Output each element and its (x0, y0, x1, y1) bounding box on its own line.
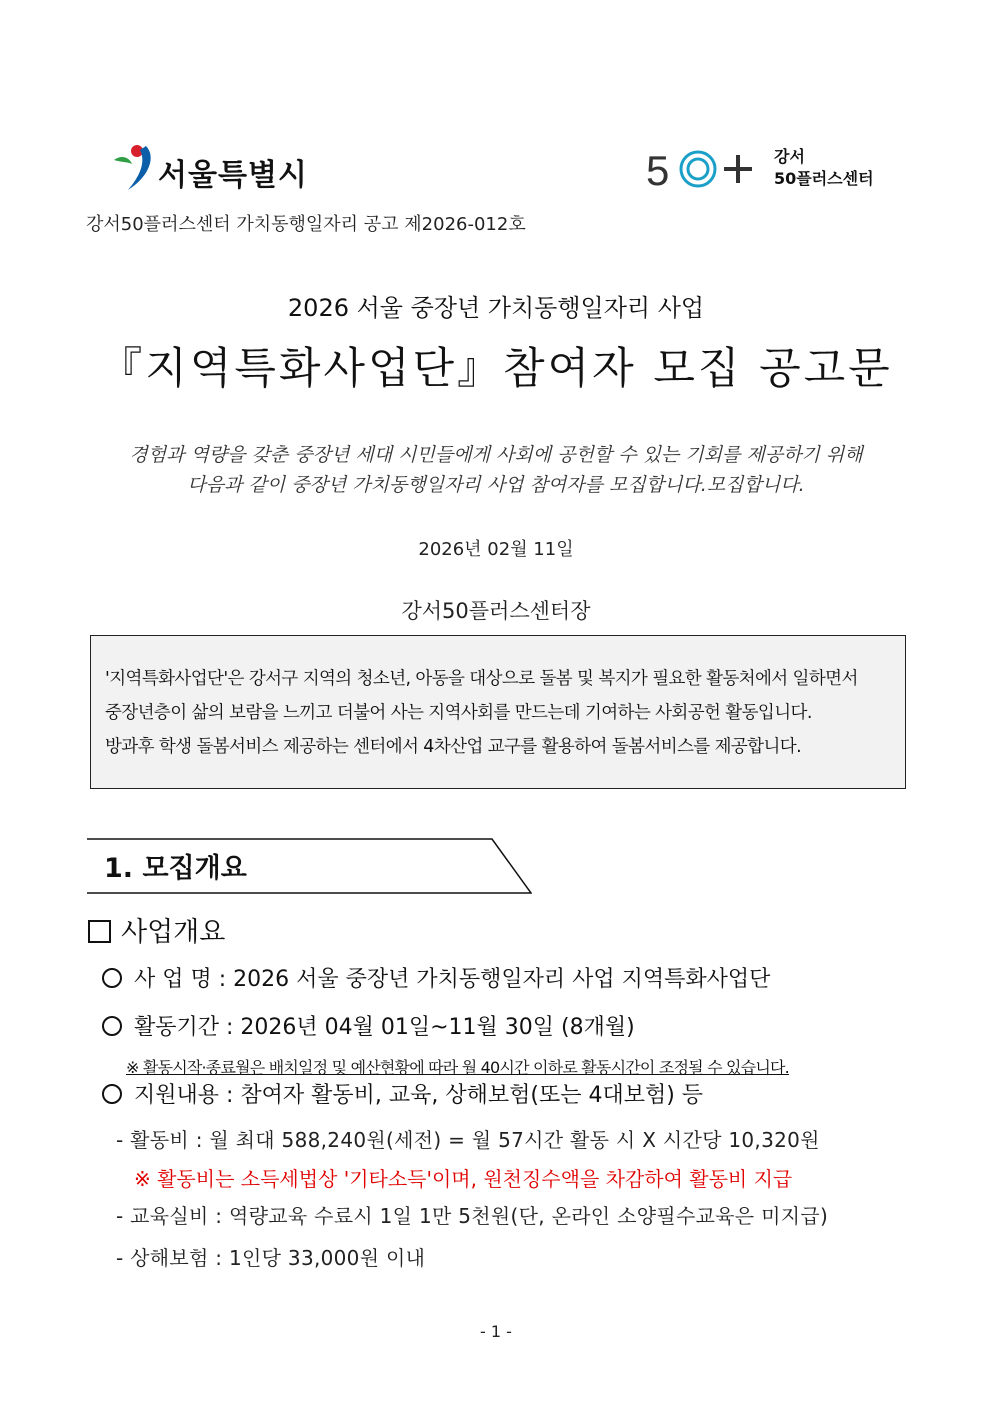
square-bullet-icon (88, 920, 111, 943)
support-contents: 지원내용 : 참여자 활동비, 교육, 상해보험(또는 4대보험) 등 (134, 1083, 704, 1108)
seoul-logo-text: 서울특별시 (158, 158, 308, 193)
center-name (774, 146, 874, 190)
intro-line-1: 경험과 역량을 갖춘 중장년 세대 시민들에게 사회에 공헌할 수 있는 기회를 제공하기 위해 (129, 444, 863, 466)
center-name-line2: 50플러스센터 (774, 169, 874, 188)
description-line-2: 중장년층이 삶의 보람을 느끼고 더불어 사는 지역사회를 만드는데 기여하는 사회공헌 활동입니다. (105, 703, 812, 723)
list-item (102, 962, 770, 993)
tax-note: ※ 활동비는 소득세법상 '기타소득'이며, 원천징수액을 차감하여 활동비 지급 (134, 1167, 793, 1191)
subsection-heading (88, 910, 225, 949)
description-line-3: 방과후 학생 돌봄서비스 제공하는 센터에서 4차산업 교구를 활용하여 돌봄서비스를 제공합니다. (105, 737, 802, 757)
document-title: 『지역특화사업단』참여자 모집 공고문 (99, 344, 893, 394)
section-title: 1. 모집개요 (104, 853, 247, 884)
document-subtitle: 2026 서울 중장년 가치동행일자리 사업 (287, 294, 705, 322)
circle-bullet-icon (102, 1016, 122, 1036)
intro-text (0, 440, 992, 500)
circle-bullet-icon (102, 968, 122, 988)
svg-text:5: 5 (646, 147, 670, 193)
intro-line-2: 다음과 같이 중장년 가치동행일자리 사업 참여자를 모집합니다.모집합니다. (187, 474, 805, 496)
subsection-label: 사업개요 (121, 917, 226, 948)
description-box (90, 635, 906, 789)
center-name-line1: 강서 (774, 147, 805, 166)
page-number: - 1 - (480, 1322, 512, 1341)
accident-insurance: - 상해보험 : 1인당 33,000원 이내 (116, 1246, 426, 1270)
activity-period: 활동기간 : 2026년 04월 01일~11월 30일 (8개월) (134, 1015, 635, 1040)
description-line-1: '지역특화사업단'은 강서구 지역의 청소년, 아동을 대상으로 돌봄 및 복지가 필요한 활동처에서 일하면서 (105, 669, 858, 689)
education-allowance: - 교육실비 : 역량교육 수료시 1일 1만 5천원(단, 온라인 소양필수교육은 미지급) (116, 1204, 829, 1228)
seoul-emblem-icon (110, 140, 160, 192)
project-name: 사 업 명 : 2026 서울 중장년 가치동행일자리 사업 지역특화사업단 (134, 967, 771, 992)
period-note: ※ 활동시작·종료월은 배치일정 및 예산현황에 따라 월 40시간 이하로 활동시간이 조정될 수 있습니다. (126, 1058, 789, 1077)
notice-number: 강서50플러스센터 가치동행일자리 공고 제2026-012호 (86, 214, 526, 235)
circle-bullet-icon (102, 1084, 122, 1104)
list-item (102, 1010, 635, 1041)
fifty-plus-logo (646, 145, 766, 193)
notice-date: 2026년 02월 11일 (418, 539, 574, 560)
fifty-plus-icon (646, 145, 766, 193)
activity-pay: - 활동비 : 월 최대 588,240원(세전) = 월 57시간 활동 시 X 시간당 10,320원 (116, 1128, 820, 1152)
signer: 강서50플러스센터장 (401, 599, 591, 623)
list-item (102, 1078, 703, 1109)
